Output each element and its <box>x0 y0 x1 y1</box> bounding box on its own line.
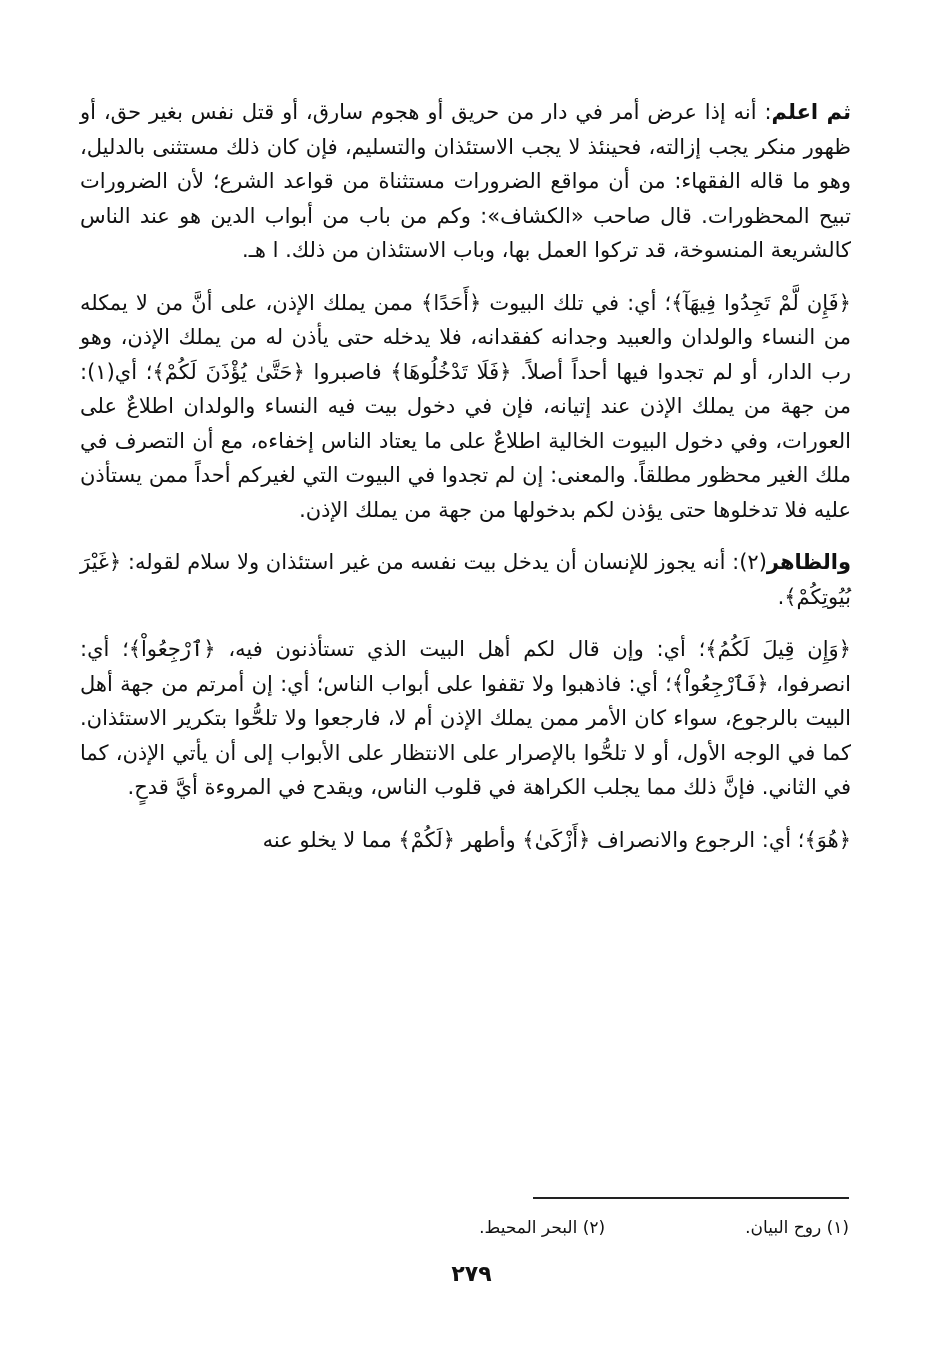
paragraph-text: ﴿هُوَ﴾؛ أي: الرجوع والانصراف ﴿أَزْكَىٰ﴾ وأطهر ﴿لَكُمْ﴾ مما لا يخلو عنه <box>262 827 851 852</box>
paragraph-text: : أنه إذا عرض أمر في دار من حريق أو هجوم سارق، أو قتل نفس بغير حق، أو ظهور منكر يجب إزالته، فحينئذ لا يجب الاستئذان والتسليم، فإن كان ذلك مستثنى بالدليل، وهو ما قاله الفقهاء: من أن مواقع الضرورات مستثناة من قواعد الشرع؛ لأن الضرورات تبيح المحظورات. قال صاحب «الكشاف»: وكم من باب من أبواب الدين هو عند الناس كالشريعة المنسوخة، قد تركوا العمل بها، وباب الاستئذان من ذلك. ا هـ. <box>80 100 851 262</box>
paragraph-text: ﴿وَإِن قِيلَ لَكُمُ﴾؛ أي: وإن قال لكم أهل البيت الذي تستأذنون فيه، ﴿ٱرْجِعُواْ﴾؛ أي: انصرفوا، ﴿فَٱرْجِعُواْ﴾؛ أي: فاذهبوا ولا تقفوا على أبواب الناس؛ أي: إن أمرتم من جهة أهل البيت بالرجوع، سواء كان الأمر ممن يملك الإذن أم لا، فارجعوا ولا تلحُّوا بتكرير الاستئذان. كما في الوجه الأول، أو لا تلحُّوا بالإصرار على الانتظار على الأبواب إلى أن يأتي الإذن، كما في الثاني. فإنَّ ذلك مما يجلب الكراهة في قلوب الناس، ويقدح في المروءة أيَّ قدحٍ. <box>80 637 851 799</box>
page-number: ٢٧٩ <box>451 1262 492 1287</box>
footnote-1: (١) روح البيان. <box>745 1218 849 1238</box>
paragraph-text: (٢): أنه يجوز للإنسان أن يدخل بيت نفسه من غير استئذان ولا سلام لقوله: ﴿غَيْرَ بُيُوتِكُمْ﴾. <box>80 550 851 609</box>
paragraph-2 <box>80 286 851 528</box>
paragraph-text: ﴿فَإِن لَّمْ تَجِدُوا فِيهَآ﴾؛ أي: في تلك البيوت ﴿أَحَدًا﴾ ممن يملك الإذن، على أنَّ من لا يمكله من النساء والولدان والعبيد وجدانه كفقدانه، فلا يدخله حتى يأذن له من يملك الإذن، وهو رب الدار، أو لم تجدوا فيها أحداً أصلاً. ﴿فَلَا تَدْخُلُوهَا﴾ فاصبروا ﴿حَتَّىٰ يُؤْذَنَ لَكُمْ﴾؛ أي(١): من جهة من يملك الإذن عند إتيانه، فإن في دخول بيت فيه النساء والولدان اطلاعٌ على العورات، وفي دخول البيوت الخالية اطلاعٌ على ما يعتاد الناس إخفاءه، مع أن التصرف في ملك الغير محظور مطلقاً. والمعنى: إن لم تجدوا في البيوت التي لغيركم أحداً ممن يستأذن عليه فلا تدخلوها حتى يؤذن لكم بدخولها من جهة من يملك الإذن. <box>80 290 851 522</box>
paragraph-3 <box>80 545 851 614</box>
paragraph-5 <box>80 823 851 858</box>
paragraph-1 <box>80 95 851 268</box>
paragraph-4 <box>80 632 851 805</box>
paragraph-lead: ثم اعلم <box>771 100 852 124</box>
footnote-2: (٢) البحر المحيط. <box>479 1218 606 1238</box>
paragraph-lead: والظاهر <box>766 550 851 574</box>
footnote-divider <box>533 1197 849 1199</box>
footnotes <box>120 1218 849 1238</box>
